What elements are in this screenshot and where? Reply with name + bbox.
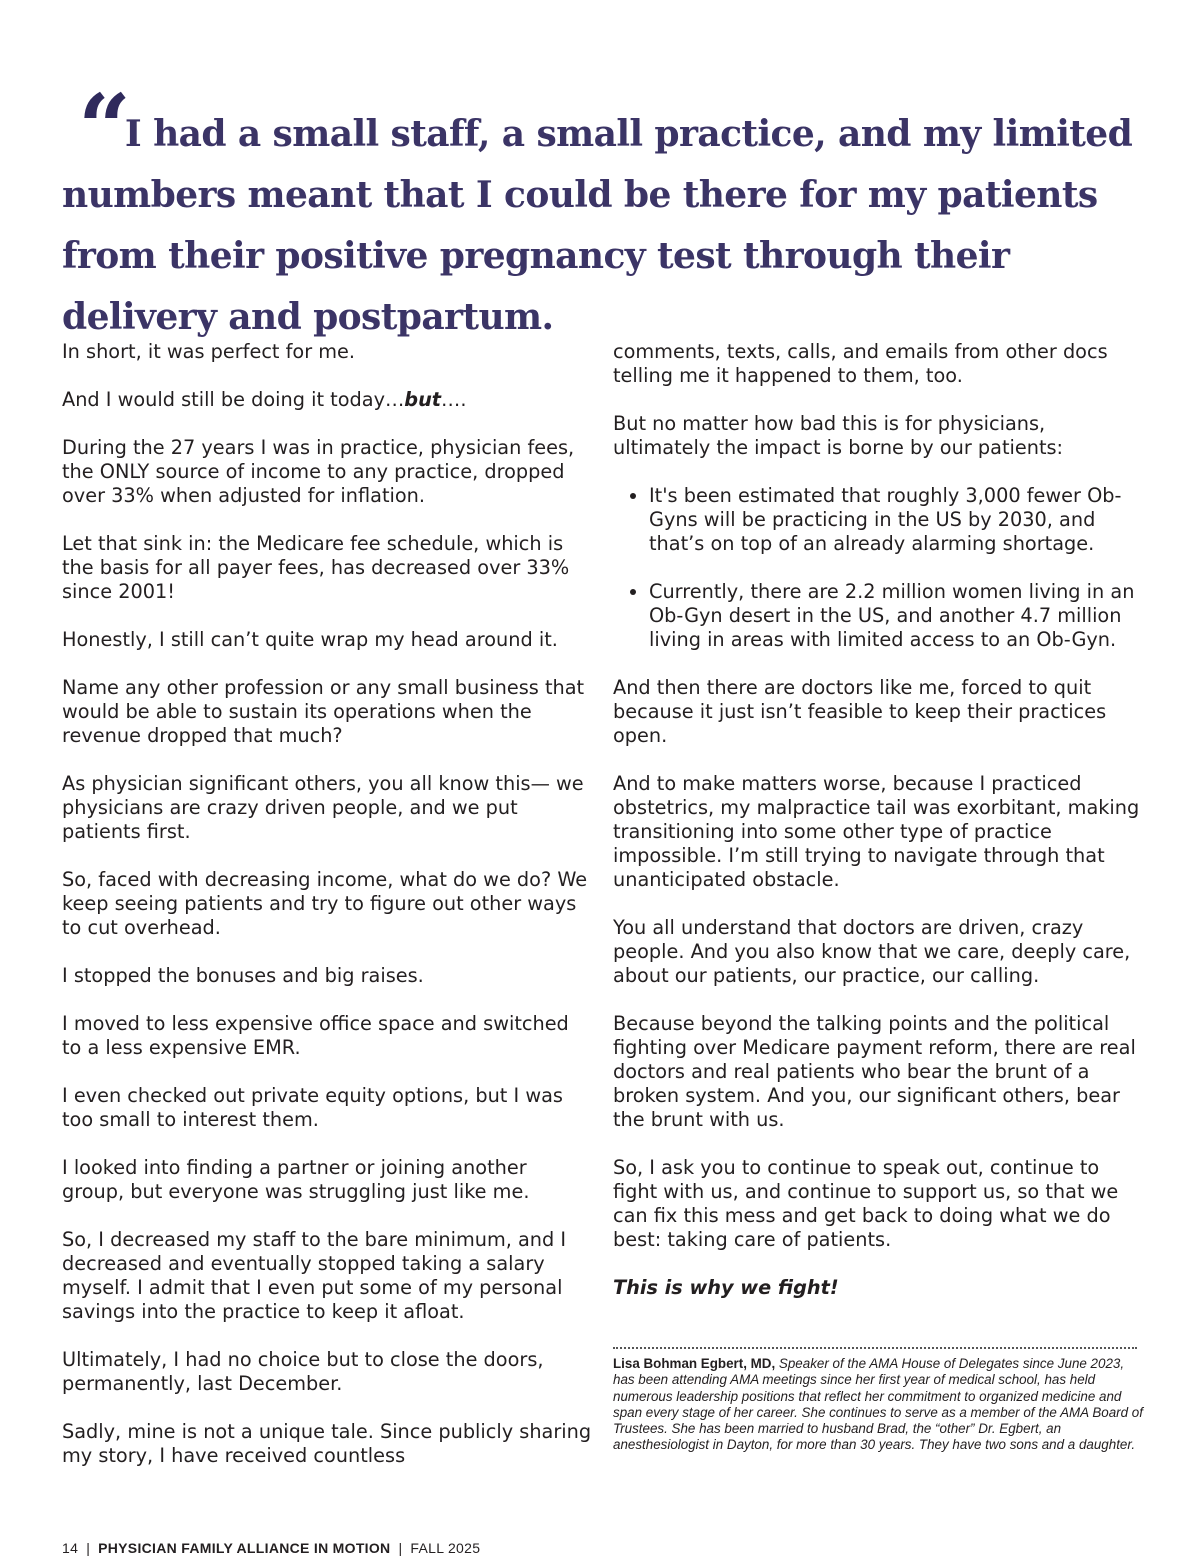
- still-doing-prefix: And I would still be doing it today…: [62, 388, 405, 411]
- paragraph: comments, texts, calls, and emails from other docs telling me it happened to them, too.: [613, 340, 1108, 387]
- paragraph: I stopped the bonuses and big raises.: [62, 964, 424, 987]
- paragraph: Sadly, mine is not a unique tale. Since publicly sharing my story, I have received countless: [62, 1420, 592, 1467]
- publication-name: PHYSICIAN FAMILY ALLIANCE IN MOTION: [98, 1540, 391, 1556]
- paragraph: So, I decreased my staff to the bare minimum, and I decreased and eventually stopped taking a salary myself. I admit that I even put some of my personal savings into the practice to keep it afloat.: [62, 1228, 567, 1323]
- pull-quote-text: I had a small staff, a small practice, and my limited numbers meant that I could be there for my patients from their positive pregnancy test through their delivery and postpartum.: [62, 113, 1133, 338]
- paragraph: So, I ask you to continue to speak out, continue to fight with us, and continue to support us, so that we can fix this mess and get back to doing what we do best: taking care of patients.: [613, 1156, 1119, 1251]
- paragraph-still-doing: [62, 388, 592, 412]
- paragraph: But no matter how bad this is for physicians, ultimately the impact is borne by our patients:: [613, 412, 1064, 459]
- paragraph: You all understand that doctors are driven, crazy people. And you also know that we care, deeply care, about our patients, our practice, our calling.: [613, 916, 1131, 987]
- paragraph: So, faced with decreasing income, what do we do? We keep seeing patients and try to figure out other ways to cut overhead.: [62, 868, 588, 939]
- left-column: [62, 340, 592, 1492]
- paragraph: In short, it was perfect for me.: [62, 340, 356, 363]
- paragraph: I even checked out private equity options, but I was too small to interest them.: [62, 1084, 563, 1131]
- issue-label: FALL 2025: [410, 1540, 481, 1556]
- author-bio: [613, 1356, 1143, 1454]
- closing-line: This is why we fight!: [613, 1276, 839, 1299]
- paragraph: And then there are doctors like me, forced to quit because it just isn’t feasible to keep their practices open.: [613, 676, 1107, 747]
- paragraph: Because beyond the talking points and the political fighting over Medicare payment reform, there are real doctors and real patients who bear the brunt of a broken system. And you, our significant others, bear the brunt with us.: [613, 1012, 1136, 1131]
- paragraph: Honestly, I still can’t quite wrap my head around it.: [62, 628, 558, 651]
- pull-quote: [62, 74, 1152, 348]
- open-quote-mark: “: [78, 74, 123, 182]
- paragraph: As physician significant others, you all know this— we physicians are crazy driven people, and we put patients first.: [62, 772, 584, 843]
- impact-bullet-list: [613, 484, 1145, 652]
- list-item: • It's been estimated that roughly 3,000 fewer Ob-Gyns will be practicing in the US by 2030, and that’s on top of an already alarming shortage.: [649, 484, 1145, 556]
- paragraph: And to make matters worse, because I practiced obstetrics, my malpractice tail was exorbitant, making transitioning into some other type of practice impossible. I’m still trying to navigate through that unanticipated obstacle.: [613, 772, 1140, 891]
- paragraph: I looked into finding a partner or joining another group, but everyone was struggling just like me.: [62, 1156, 530, 1203]
- paragraph: Name any other profession or any small business that would be able to sustain its operations when the revenue dropped that much?: [62, 676, 585, 747]
- paragraph: Let that sink in: the Medicare fee schedule, which is the basis for all payer fees, has decreased over 33% since 2001!: [62, 532, 570, 603]
- still-doing-suffix: ….: [441, 388, 467, 411]
- footer-separator: |: [86, 1540, 91, 1556]
- footer-separator: |: [398, 1540, 403, 1556]
- paragraph: Ultimately, I had no choice but to close the doors, permanently, last December.: [62, 1348, 544, 1395]
- page-number: 14: [62, 1540, 79, 1556]
- author-bio-text: Speaker of the AMA House of Delegates since June 2023, has been attending AMA meetings since her first year of medical school, has held numerous leadership positions that reflect her commitment to organized medicine and span every stage of her career. She continues to serve as a member of the AMA Board of Trustees. She has been married to husband Brad, the “other” Dr. Egbert, an anesthesiologist in Dayton, for more than 30 years. They have two sons and a daughter.: [613, 1356, 1143, 1453]
- author-name: Lisa Bohman Egbert, MD,: [613, 1356, 776, 1371]
- paragraph: I moved to less expensive office space and switched to a less expensive EMR.: [62, 1012, 569, 1059]
- still-doing-emphasis: but: [404, 388, 442, 411]
- page-footer: [62, 1540, 480, 1556]
- bio-divider: [613, 1347, 1137, 1349]
- paragraph: During the 27 years I was in practice, physician fees, the ONLY source of income to any practice, dropped over 33% when adjusted for inflation.: [62, 436, 575, 507]
- right-column: [613, 340, 1145, 1324]
- list-item: • Currently, there are 2.2 million women living in an Ob-Gyn desert in the US, and another 4.7 million living in areas with limited access to an Ob-Gyn.: [649, 580, 1145, 652]
